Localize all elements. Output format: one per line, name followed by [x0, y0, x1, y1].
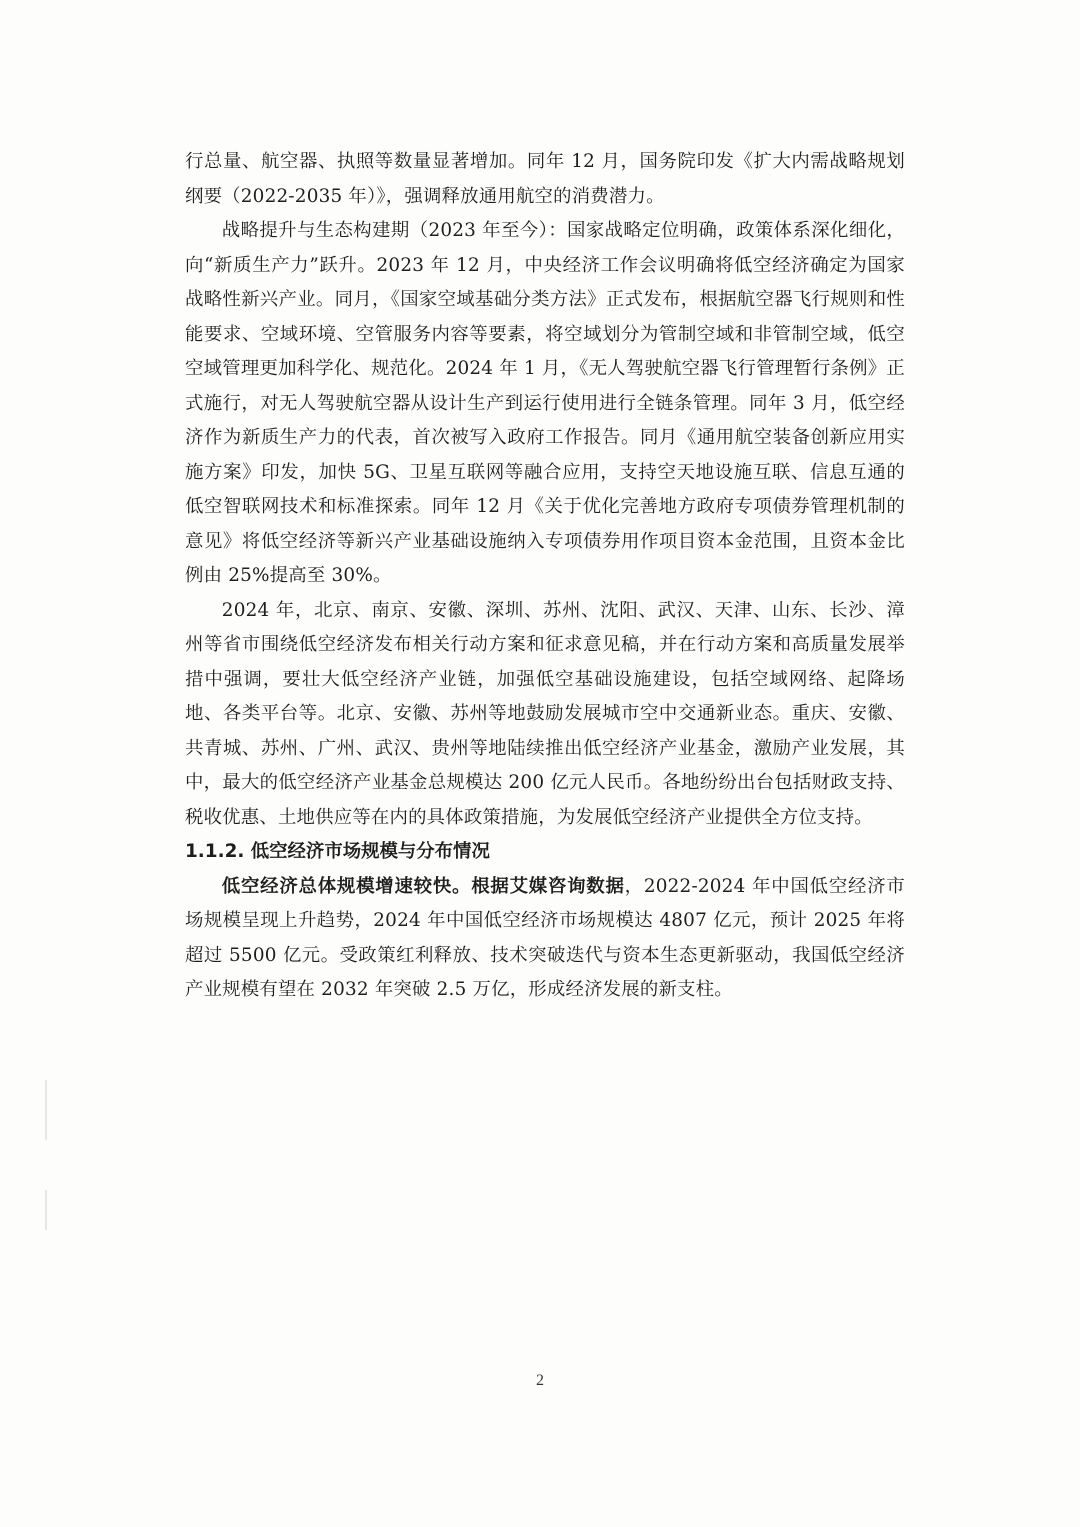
- paragraph-body: ，2022-2024 年中国低空经济市场规模呈现上升趋势，2024 年中国低空经济市场规模达 4807 亿元，预计 2025 年将超过 5500 亿元。受政策红利释放、技术突破迭代与资本生态更新驱动，我国低空经济产业规模有望在 2032 年突破 2.5 万亿，形成经济发展的新支柱。: [185, 875, 905, 1000]
- scan-artifact: [45, 1190, 47, 1230]
- paragraph-continuation: 行总量、航空器、执照等数量显著增加。同年 12 月，国务院印发《扩大内需战略规划纲要（2022-2035 年）》，强调释放通用航空的消费潜力。: [185, 151, 905, 207]
- page-number: 2: [536, 1372, 544, 1389]
- paragraph-strategy-period: 战略提升与生态构建期（2023 年至今）：国家战略定位明确，政策体系深化细化，向“新质生产力”跃升。2023 年 12 月，中央经济工作会议明确将低空经济确定为国家战略性新兴产业。同月，《国家空域基础分类方法》正式发布，根据航空器飞行规则和性能要求、空域环境、空管服务内容等要素，将空域划分为管制空域和非管制空域，低空空域管理更加科学化、规范化。2024 年 1 月，《无人驾驶航空器飞行管理暂行条例》正式施行，对无人驾驶航空器从设计生产到运行使用进行全链条管理。同年 3 月，低空经济作为新质生产力的代表，首次被写入政府工作报告。同月《通用航空装备创新应用实施方案》印发，加快 5G、卫星互联网等融合应用，支持空天地设施互联、信息互通的低空智联网技术和标准探索。同年 12 月《关于优化完善地方政府专项债券管理机制的意见》将低空经济等新兴产业基础设施纳入专项债券用作项目资本金范围，且资本金比例由 25%提高至 30%。: [185, 220, 905, 586]
- scan-artifact: [45, 1080, 47, 1140]
- paragraph-local-policies: 2024 年，北京、南京、安徽、深圳、苏州、沈阳、武汉、天津、山东、长沙、漳州等省市围绕低空经济发布相关行动方案和征求意见稿，并在行动方案和高质量发展举措中强调，要壮大低空经济产业链，加强低空基础设施建设，包括空域网络、起降场地、各类平台等。北京、安徽、苏州等地鼓励发展城市空中交通新业态。重庆、安徽、共青城、苏州、广州、武汉、贵州等地陆续推出低空经济产业基金，激励产业发展，其中，最大的低空经济产业基金总规模达 200 亿元人民币。各地纷纷出台包括财政支持、税收优惠、土地供应等在内的具体政策措施，为发展低空经济产业提供全方位支持。: [185, 599, 905, 828]
- paragraph-lead-bold: 低空经济总体规模增速较快。根据艾媒咨询数据: [221, 875, 625, 897]
- paragraph-market-scale: [185, 870, 905, 1008]
- section-heading: 1.1.2. 低空经济市场规模与分布情况: [185, 841, 490, 862]
- document-body: [185, 145, 905, 1008]
